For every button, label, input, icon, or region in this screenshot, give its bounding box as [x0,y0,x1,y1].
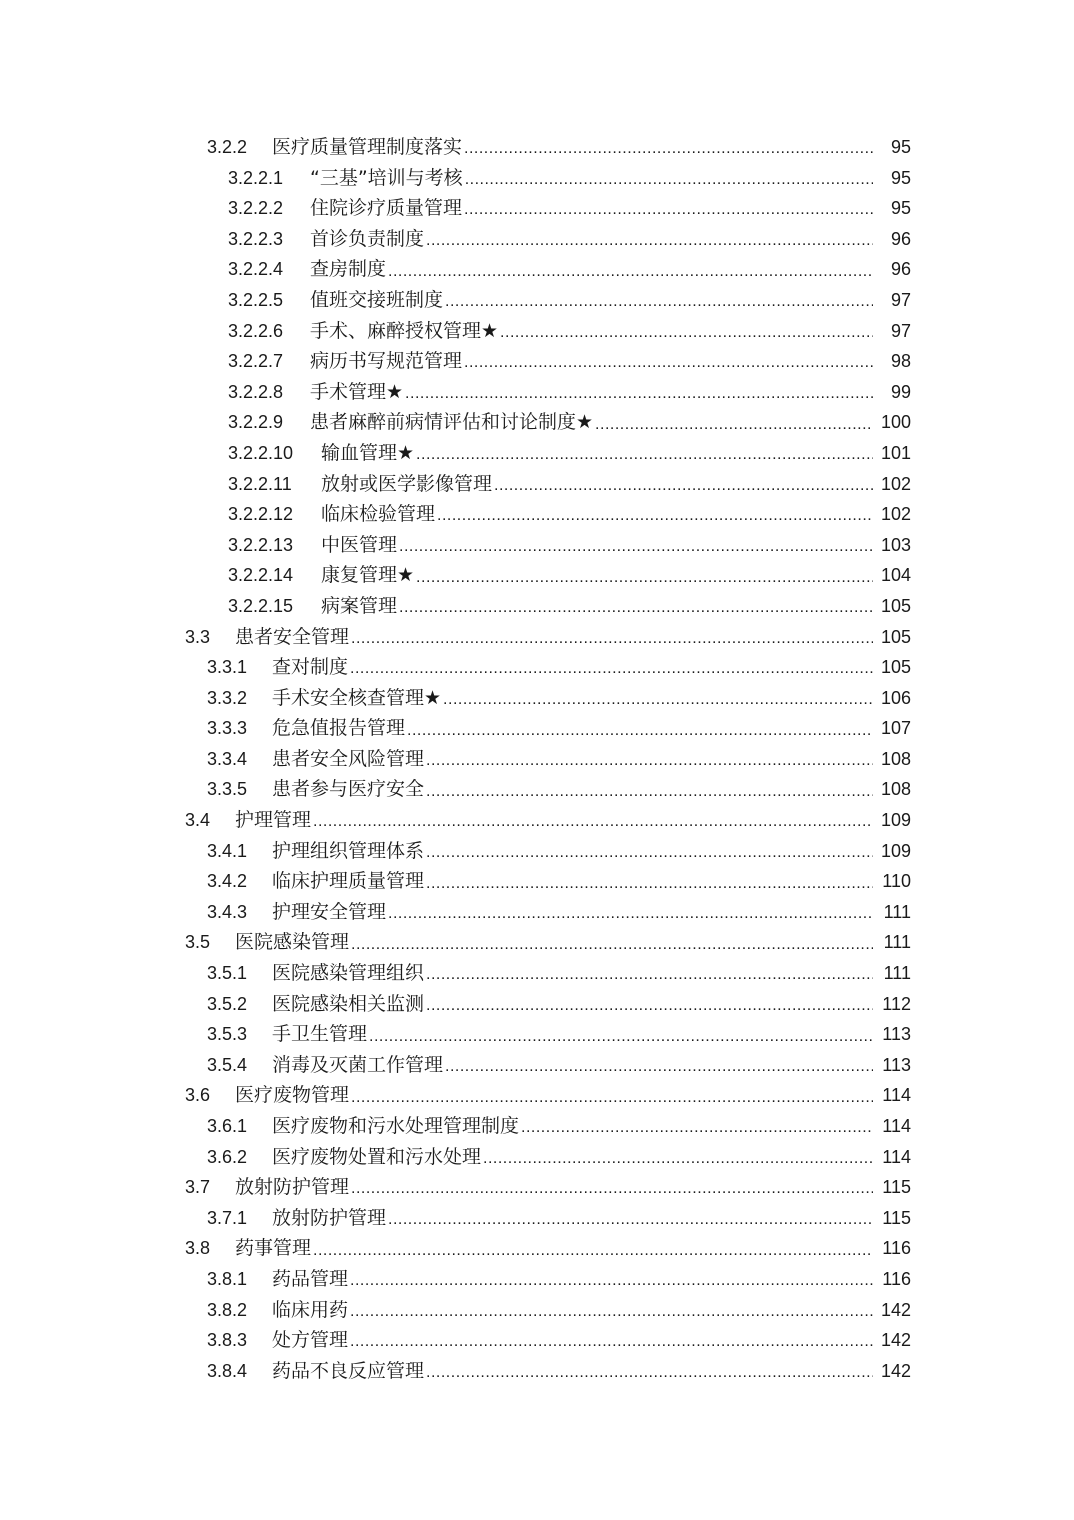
toc-entry-number: 3.7 [185,1177,211,1198]
toc-dot-leader [399,530,873,560]
toc-entry-title: 护理组织管理体系 [272,839,425,862]
toc-entry-title: 手术、麻醉授权管理★ [310,319,499,342]
toc-dot-leader [494,469,873,499]
toc-entry-page-number: 95 [890,198,911,219]
toc-entry[interactable] [0,346,1074,377]
toc-entry-number: 3.2.2.5 [228,289,284,310]
toc-dot-leader [313,805,873,835]
toc-entry[interactable] [0,285,1074,316]
toc-entry-title: “三基”培训与考核 [310,166,463,189]
toc-entry-title: 处方管理 [272,1329,349,1352]
toc-entry[interactable] [0,591,1074,622]
toc-entry-page-number: 108 [880,748,911,769]
toc-entry-title: 康复管理★ [321,564,415,587]
toc-entry-title: 手卫生管理 [272,1023,368,1046]
toc-entry-number: 3.6.2 [207,1146,248,1167]
toc-entry-title: 医疗质量管理制度落实 [272,136,463,158]
toc-entry[interactable] [0,1172,1074,1203]
toc-entry-page-number: 100 [880,412,911,433]
toc-dot-leader [464,132,873,162]
toc-entry[interactable] [0,805,1074,836]
toc-entry-title: 药品管理 [272,1267,349,1290]
toc-dot-leader [445,1050,873,1080]
toc-entry[interactable] [0,1325,1074,1356]
toc-dot-leader [464,346,873,376]
toc-dot-leader [465,163,873,193]
toc-entry-number: 3.3.5 [207,779,248,800]
toc-entry[interactable] [0,622,1074,653]
toc-entry-title: 医院感染管理 [235,931,350,954]
toc-dot-leader [445,285,873,315]
toc-entry-number: 3.7.1 [207,1207,248,1228]
toc-entry-title: 中医管理 [321,533,398,556]
toc-entry-number: 3.2.2.7 [228,351,284,372]
toc-entry-number: 3.2.2.4 [228,259,284,280]
toc-entry[interactable] [0,683,1074,714]
toc-entry[interactable] [0,1142,1074,1173]
toc-dot-leader [388,255,873,285]
toc-entry[interactable] [0,744,1074,775]
toc-dot-leader [426,744,873,774]
toc-entry[interactable] [0,652,1074,683]
toc-entry-number: 3.3 [185,626,211,647]
toc-dot-leader [350,1264,873,1294]
toc-dot-leader [388,1203,873,1233]
toc-entry[interactable] [0,316,1074,347]
toc-entry-page-number: 95 [890,137,911,157]
toc-entry-page-number: 105 [880,595,911,616]
toc-entry-number: 3.4.1 [207,840,248,861]
toc-entry-number: 3.6.1 [207,1116,248,1136]
toc-dot-leader [464,193,873,223]
toc-entry[interactable] [0,989,1074,1020]
toc-entry-page-number: 98 [890,351,911,372]
toc-entry-page-number: 105 [880,657,911,678]
toc-entry[interactable] [0,438,1074,469]
toc-dot-leader [426,867,873,897]
toc-entry-title: 住院诊疗质量管理 [310,197,463,220]
toc-entry-page-number: 114 [882,1146,911,1167]
toc-entry-number: 3.2.2.6 [228,320,284,341]
toc-entry[interactable] [0,224,1074,255]
toc-entry-page-number: 96 [890,228,911,249]
toc-entry-number: 3.3.2 [207,687,248,708]
toc-dot-leader [350,652,873,682]
toc-entry-page-number: 102 [880,504,911,525]
toc-entry-page-number: 115 [882,1207,911,1228]
toc-entry-page-number: 96 [890,259,911,280]
toc-dot-leader [350,1325,873,1355]
toc-entry-title: 临床护理质量管理 [272,870,425,893]
toc-entry-number: 3.2.2 [207,137,248,157]
toc-entry-number: 3.2.2.1 [228,167,284,188]
toc-entry-number: 3.4.3 [207,901,248,922]
toc-dot-leader [350,1295,873,1325]
toc-entry-page-number: 142 [880,1330,911,1351]
toc-entry[interactable] [0,254,1074,285]
toc-entry-title: 医疗废物管理 [235,1084,350,1107]
toc-entry-title: 输血管理★ [321,441,415,464]
toc-entry-title: 病历书写规范管理 [310,350,463,373]
toc-dot-leader [426,958,873,988]
toc-entry[interactable] [0,1080,1074,1111]
toc-entry-title: 放射或医学影像管理 [321,472,493,495]
toc-dot-leader [426,1356,873,1386]
toc-entry[interactable] [0,560,1074,591]
toc-entry-number: 3.6 [185,1085,211,1106]
toc-entry-page-number: 109 [880,810,911,831]
toc-entry[interactable] [0,377,1074,408]
toc-entry-number: 3.3.3 [207,718,248,739]
toc-entry-page-number: 114 [882,1116,911,1136]
toc-entry-number: 3.2.2.3 [228,228,284,249]
toc-entry-title: 患者安全管理 [235,625,350,648]
toc-entry-page-number: 97 [890,320,911,341]
toc-entry[interactable] [0,469,1074,500]
toc-dot-leader [437,499,873,529]
toc-entry-number: 3.5.4 [207,1054,248,1075]
toc-entry[interactable] [0,499,1074,530]
toc-entry-number: 3.8.2 [207,1299,248,1320]
toc-dot-leader [521,1111,873,1141]
toc-entry-number: 3.2.2.10 [228,442,294,463]
toc-entry-page-number: 99 [890,381,911,402]
toc-entry-title: 医院感染管理组织 [272,962,425,985]
toc-entry-title: 医院感染相关监测 [272,992,425,1015]
toc-entry-page-number: 108 [880,779,911,800]
toc-entry-title: 放射防护管理 [235,1176,350,1199]
toc-entry-page-number: 114 [882,1085,911,1106]
toc-dot-leader [405,377,873,407]
toc-entry[interactable] [0,1203,1074,1234]
toc-entry-page-number: 97 [890,289,911,310]
toc-dot-leader [483,1142,873,1172]
toc-dot-leader [388,897,873,927]
toc-entry-page-number: 103 [880,534,911,555]
toc-entry-title: 查对制度 [272,656,349,679]
toc-dot-leader [416,561,873,591]
toc-entry-page-number: 102 [880,473,911,494]
toc-entry-number: 3.2.2.9 [228,412,284,433]
toc-entry-title: 手术安全核查管理★ [272,686,442,709]
toc-dot-leader [426,775,873,805]
toc-entry-page-number: 106 [880,687,911,708]
toc-entry-page-number: 105 [880,626,911,647]
toc-entry-title: 患者安全风险管理 [272,747,425,770]
toc-dot-leader [416,438,873,468]
toc-entry-number: 3.8 [185,1238,211,1259]
toc-entry[interactable] [0,530,1074,561]
toc-entry[interactable] [0,774,1074,805]
toc-entry-number: 3.8.3 [207,1330,248,1351]
toc-entry-title: 危急值报告管理 [272,717,406,740]
toc-entry-number: 3.3.1 [207,657,248,678]
toc-entry[interactable] [0,958,1074,989]
toc-dot-leader [351,1172,873,1202]
toc-entry-number: 3.5.1 [207,963,248,984]
toc-entry-number: 3.2.2.11 [228,473,292,494]
toc-entry-title: 医疗废物和污水处理管理制度 [272,1115,520,1137]
toc-dot-leader [399,591,873,621]
toc-entry-title: 消毒及灭菌工作管理 [272,1053,444,1076]
toc-entry[interactable] [0,897,1074,928]
toc-dot-leader [313,1234,873,1264]
toc-entry[interactable] [0,866,1074,897]
toc-entry-title: 患者参与医疗安全 [272,778,425,801]
toc-entry-title: 患者麻醉前病情评估和讨论制度★ [310,411,594,434]
toc-entry-page-number: 142 [880,1360,911,1381]
toc-dot-leader [426,224,873,254]
toc-entry[interactable] [0,1019,1074,1050]
toc-entry[interactable] [0,193,1074,224]
toc-entry-title: 药品不良反应管理 [272,1359,425,1382]
toc-entry-page-number: 95 [890,167,911,188]
toc-entry-page-number: 109 [880,840,911,861]
toc-entry-title: 药事管理 [235,1237,312,1260]
toc-entry[interactable] [0,1111,1074,1142]
toc-entry-page-number: 142 [880,1299,911,1320]
toc-dot-leader [443,683,873,713]
toc-entry[interactable] [0,1233,1074,1264]
toc-entry[interactable] [0,163,1074,194]
toc-entry-page-number: 111 [883,963,911,984]
toc-entry-title: 临床用药 [272,1298,349,1321]
toc-dot-leader [369,1020,873,1050]
toc-entry-page-number: 110 [882,871,911,892]
toc-entry-page-number: 104 [880,565,911,586]
toc-entry-title: 护理安全管理 [272,900,387,923]
toc-entry-title: 放射防护管理 [272,1206,387,1229]
toc-entry-number: 3.2.2.2 [228,198,284,219]
toc-entry-page-number: 116 [882,1268,911,1289]
toc-dot-leader [426,836,873,866]
toc-dot-leader [595,408,873,438]
toc-entry[interactable] [0,1264,1074,1295]
toc-entry-number: 3.2.2.13 [228,534,294,555]
toc-entry-title: 查房制度 [310,258,387,281]
toc-entry-number: 3.4.2 [207,871,248,892]
toc-entry[interactable] [0,836,1074,867]
toc-entry[interactable] [0,713,1074,744]
table-of-contents [0,132,1074,1386]
toc-entry[interactable] [0,407,1074,438]
toc-entry[interactable] [0,927,1074,958]
toc-entry[interactable] [0,132,1074,163]
toc-entry-number: 3.8.4 [207,1360,248,1381]
toc-entry-title: 医疗废物处置和污水处理 [272,1145,482,1168]
toc-entry-page-number: 111 [883,901,911,922]
toc-entry-number: 3.2.2.14 [228,565,294,586]
toc-entry-number: 3.8.1 [207,1268,248,1289]
toc-entry-page-number: 115 [882,1177,911,1198]
toc-entry-number: 3.3.4 [207,748,248,769]
toc-entry-title: 手术管理★ [310,380,404,403]
toc-dot-leader [351,928,873,958]
toc-entry[interactable] [0,1295,1074,1326]
toc-entry-title: 病案管理 [321,594,398,617]
toc-entry-page-number: 107 [880,718,911,739]
toc-entry-title: 护理管理 [235,809,312,832]
toc-entry-number: 3.2.2.12 [228,504,294,525]
toc-entry-number: 3.5.3 [207,1024,248,1045]
toc-dot-leader [407,714,873,744]
toc-entry-page-number: 113 [882,1024,911,1045]
toc-entry-page-number: 111 [883,932,911,953]
toc-dot-leader [351,1081,873,1111]
toc-entry-title: 值班交接班制度 [310,288,444,311]
toc-entry-number: 3.2.2.8 [228,381,284,402]
toc-entry-page-number: 116 [882,1238,911,1259]
toc-entry-page-number: 113 [882,1054,911,1075]
toc-entry-number: 3.5 [185,932,211,953]
toc-entry-number: 3.2.2.15 [228,595,294,616]
toc-entry-page-number: 112 [882,993,911,1014]
toc-dot-leader [351,622,873,652]
toc-entry-page-number: 101 [880,442,911,463]
toc-entry[interactable] [0,1050,1074,1081]
toc-dot-leader [426,989,873,1019]
toc-entry-number: 3.5.2 [207,993,248,1014]
toc-entry-title: 首诊负责制度 [310,227,425,250]
toc-entry[interactable] [0,1356,1074,1387]
toc-entry-number: 3.4 [185,810,211,831]
toc-dot-leader [500,316,873,346]
toc-entry-title: 临床检验管理 [321,503,436,526]
